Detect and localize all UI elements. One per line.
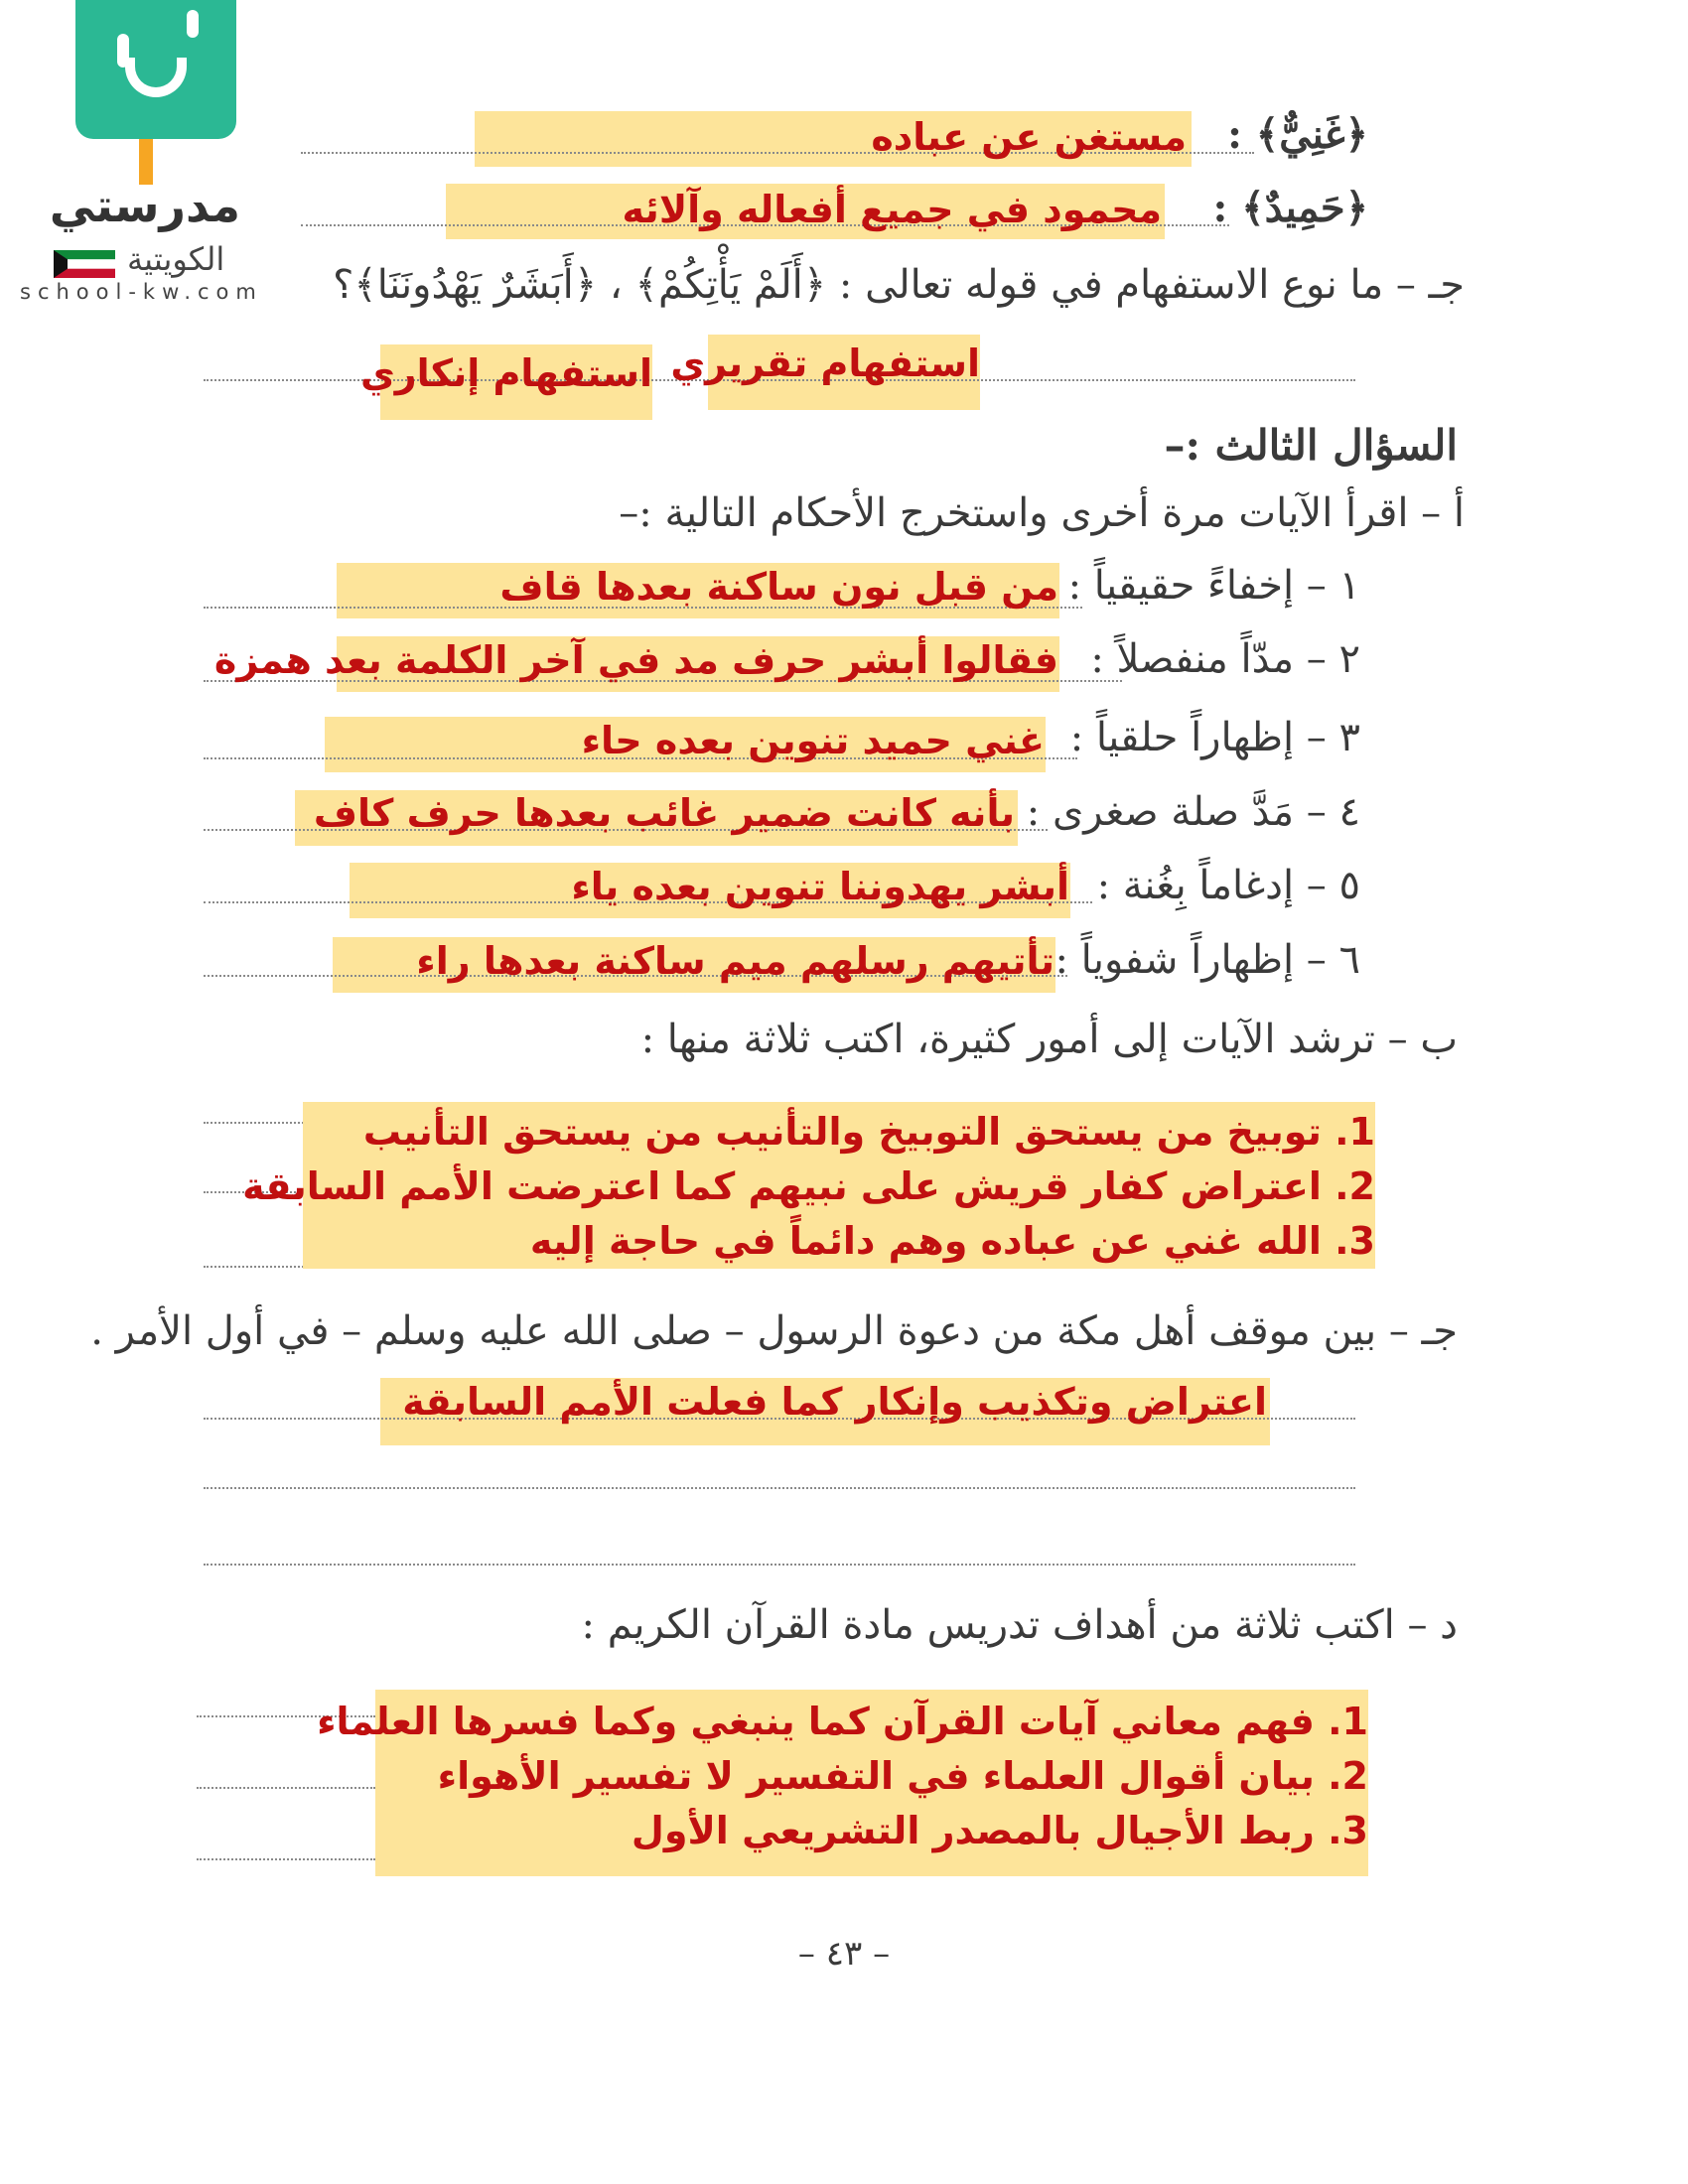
part-d-answer-2: 2. بيان أقوال العلماء في التفسير لا تفسير الأهواء xyxy=(437,1754,1368,1798)
part-a-prompt: أ – اقرأ الآيات مرة أخرى واستخرج الأحكام التالية :– xyxy=(619,490,1465,536)
part-c-line-3 xyxy=(204,1564,1355,1566)
part-b-answer-1: 1. توبيخ من يستحق التوبيخ والتأنيب من يستحق التأنيب xyxy=(362,1110,1375,1154)
part-d-prompt: د – اكتب ثلاثة من أهداف تدريس مادة القرآن الكريم : xyxy=(581,1602,1458,1648)
part-c-answer: اعتراض وتكذيب وإنكار كما فعلت الأمم السابقة xyxy=(402,1380,1267,1424)
item-3-answer: غني حميد تنوين بعده حاء xyxy=(581,719,1045,762)
question-c-text: جـ – ما نوع الاستفهام في قوله تعالى : ﴿أَلَمْ يَأْتِكُمْ﴾ ، ﴿أَبَشَرٌ يَهْدُونَنَا﴾؟ xyxy=(333,262,1465,308)
item-5-label: ٥ – إدغاماً بِغُنة : xyxy=(1096,863,1360,908)
part-b-answer-2: 2. اعتراض كفار قريش على نبيهم كما اعترضت الأمم السابقة xyxy=(242,1164,1375,1208)
logo-country: الكويتية xyxy=(127,240,225,278)
part-c-prompt: جـ – بين موقف أهل مكة من دعوة الرسول – صلى الله عليه وسلم – في أول الأمر . xyxy=(90,1308,1458,1354)
item-4-label: ٤ – مَدَّ صلة صغرى : xyxy=(1026,789,1360,835)
item-5-answer: أبشر يهدوننا تنوين بعده ياء xyxy=(571,865,1069,908)
section3-title: السؤال الثالث :– xyxy=(1164,421,1458,470)
item-1-answer: من قبل نون ساكنة بعدها قاف xyxy=(499,565,1058,609)
page-number: – ٤٣ – xyxy=(797,1934,891,1974)
logo-name: مدرستي xyxy=(49,179,240,232)
part-b-answer-3: 3. الله غني عن عباده وهم دائماً في حاجة إليه xyxy=(529,1219,1375,1263)
kuwait-flag-icon xyxy=(54,250,115,278)
part-d-line-3 xyxy=(197,1858,375,1860)
vocab-term-1: ﴿غَنِيٌّ﴾ : xyxy=(1227,111,1368,158)
question-c-answer2: استفهام إنكاري xyxy=(359,351,652,395)
item-2-label: ٢ – مدّاً منفصلاً : xyxy=(1090,636,1360,682)
logo-url: school-kw.com xyxy=(20,280,263,304)
part-d-answer-1: 1. فهم معاني آيات القرآن كما ينبغي وكما فسرها العلماء xyxy=(317,1700,1368,1743)
part-c-line-2 xyxy=(204,1487,1355,1489)
logo-book-icon xyxy=(75,0,236,139)
part-d-answers-box xyxy=(317,1690,1368,1876)
part-b-prompt: ب – ترشد الآيات إلى أمور كثيرة، اكتب ثلاثة منها : xyxy=(640,1017,1458,1062)
vocab-answer-2: محمود في جميع أفعاله وآلائه xyxy=(622,188,1162,231)
vocab-term-2: ﴿حَمِيدٌ﴾ : xyxy=(1212,185,1368,231)
vocab-answer-1: مستغن عن عباده xyxy=(871,115,1187,159)
item-2-answer: فقالوا أبشر حرف مد في آخر الكلمة بعد همزة xyxy=(213,638,1058,682)
part-b-answers-box xyxy=(242,1102,1375,1269)
item-6-answer: تأتيهم رسلهم ميم ساكنة بعدها راء xyxy=(416,939,1055,983)
part-d-answer-3: 3. ربط الأجيال بالمصدر التشريعي الأول xyxy=(631,1809,1368,1852)
question-c-answer1: استفهام تقريري xyxy=(670,341,980,385)
item-1-label: ١ – إخفاءً حقيقياً : xyxy=(1067,563,1360,609)
item-3-label: ٣ – إظهاراً حلقياً : xyxy=(1069,715,1360,760)
part-d-line-2 xyxy=(197,1787,375,1789)
item-6-label: ٦ – إظهاراً شفوياً : xyxy=(1055,937,1360,983)
item-4-answer: بأنه كانت ضمير غائب بعدها حرف كاف xyxy=(313,791,1015,835)
